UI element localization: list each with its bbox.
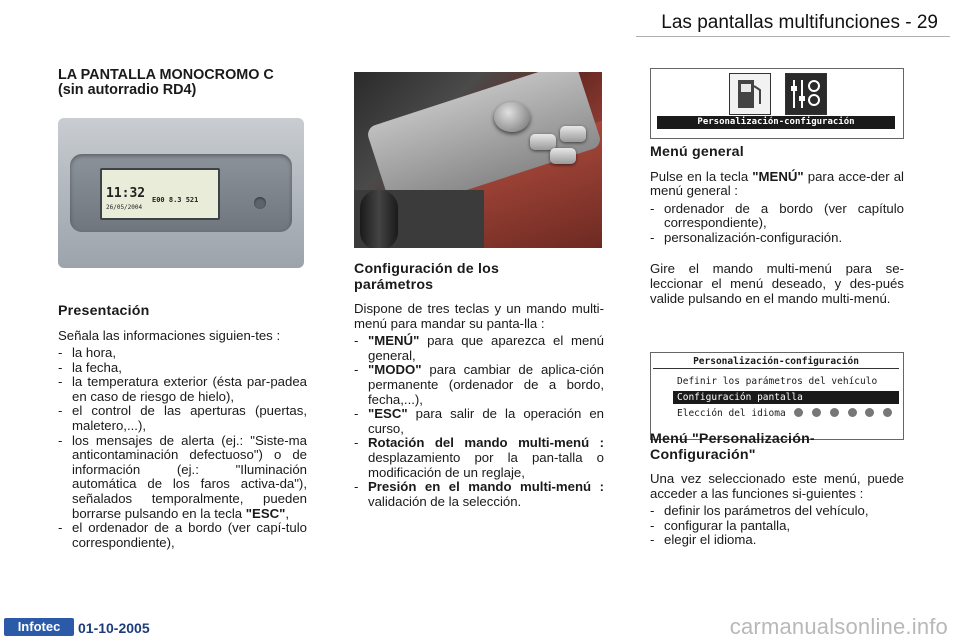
monochrome-display	[100, 168, 220, 220]
footer-date: 01-10-2005	[78, 620, 150, 636]
display-values: E00 8.3 521	[152, 196, 199, 204]
list-item: - personalización-configuración.	[650, 231, 904, 246]
flag-icon	[812, 408, 821, 417]
list-item: - la temperatura exterior (ésta par-padea en caso de riesgo de hielo),	[58, 375, 307, 404]
list-item	[354, 436, 604, 480]
flag-icon	[848, 408, 857, 417]
menu-key-label: "MENÚ"	[752, 168, 804, 184]
list-item	[58, 434, 307, 522]
presentation-title: Presentación	[58, 303, 150, 319]
flag-icon	[883, 408, 892, 417]
menu-row-vehicle-parameters: Definir los parámetros del vehículo	[677, 376, 878, 387]
esc-key-label: "ESC"	[245, 505, 286, 521]
esc-key	[550, 148, 576, 164]
sliders-glyph	[786, 74, 826, 114]
key-label: Presión en el mando multi-menú :	[368, 479, 604, 495]
general-menu-outro: Gire el mando multi-menú para se-leccionar el menú deseado, y des-pués valide pulsando en el mando multi-menú.	[650, 261, 904, 306]
personalization-title: Menú "Personalización-Configuración"	[650, 431, 815, 463]
configuration-title: Configuración de los parámetros	[354, 261, 500, 293]
mode-key	[560, 126, 586, 142]
fuel-pump-glyph	[730, 74, 770, 114]
personalization-intro: Una vez seleccionado este menú, puede acceder a las funciones si-guientes :	[650, 471, 904, 501]
console-controls-photo	[354, 72, 602, 248]
display-date: 26/05/2004	[106, 204, 143, 211]
list-item-text: los mensajes de alerta (ej.: "Siste-ma anticontaminación defectuoso") o de información (ej.: "Iluminación automática de los faros activa-da"), señalados temporalmente, pueden borrarse pulsando en la tecla	[72, 432, 307, 521]
list-item: - el ordenador de a bordo (ver capí-tulo correspondiente),	[58, 521, 307, 550]
flag-icon	[830, 408, 839, 417]
personalization-menu-screen	[650, 352, 904, 440]
heading-line1: LA PANTALLA MONOCROMO C	[58, 67, 274, 83]
settings-sliders-icon	[785, 73, 827, 115]
key-label: "ESC"	[368, 406, 408, 422]
key-description: para cambiar de aplica-ción permanente (ordenador de a bordo, fecha,...),	[368, 362, 604, 407]
configuration-intro: Dispone de tres teclas y un mando multi-menú para mandar su panta-lla :	[354, 301, 604, 331]
key-description: para que aparezca el menú general,	[368, 333, 604, 363]
list-item: - configurar la pantalla,	[650, 519, 904, 534]
key-label: Rotación del mando multi-menú :	[368, 435, 604, 451]
flag-icon	[794, 408, 803, 417]
page-title: Las pantallas multifunciones - 29	[661, 12, 938, 33]
key-description: desplazamiento por la pan-talla o modificación de un reglaje,	[368, 449, 604, 480]
list-item: - la fecha,	[58, 361, 307, 376]
list-item	[354, 334, 604, 363]
general-menu-list	[650, 202, 904, 246]
presentation-section	[58, 304, 307, 550]
list-item-suffix: ,	[285, 505, 290, 521]
key-description: para salir de la operación en curso,	[368, 406, 604, 436]
list-item: - ordenador de a bordo (ver capítulo correspondiente),	[650, 202, 904, 231]
screen-caption: Personalización-configuración	[657, 116, 895, 129]
key-label: "MODO"	[368, 362, 422, 378]
watermark: carmanualsonline.info	[729, 614, 948, 639]
personalization-list	[650, 504, 904, 548]
list-item	[354, 480, 604, 509]
configuration-section	[354, 262, 604, 509]
dashboard-display-photo	[58, 118, 304, 268]
key-description: validación de la selección.	[368, 493, 522, 509]
configuration-list	[354, 334, 604, 509]
display-knob	[254, 197, 266, 209]
infotec-logo: Infotec	[4, 618, 74, 636]
heading-line2: (sin autorradio RD4)	[58, 82, 197, 98]
multi-menu-knob	[494, 102, 530, 132]
intro-text-end: para acce-der al menú general :	[650, 168, 904, 199]
intro-text: Pulse en la tecla	[650, 168, 753, 184]
general-menu-screen	[650, 68, 904, 139]
general-menu-section	[650, 145, 904, 306]
list-item: - definir los parámetros del vehículo,	[650, 504, 904, 519]
list-item	[354, 407, 604, 436]
header-divider	[636, 36, 950, 37]
list-item: - la hora,	[58, 346, 307, 361]
general-menu-title: Menú general	[650, 144, 744, 160]
personalization-section	[650, 432, 904, 548]
screen-title: Personalización-configuración	[653, 355, 899, 369]
fuel-pump-icon	[729, 73, 771, 115]
flag-icon	[865, 408, 874, 417]
detail-inset	[354, 190, 484, 248]
menu-row-language	[677, 407, 893, 420]
list-item: - el control de las aperturas (puertas, maletero,...),	[58, 404, 307, 433]
presentation-intro: Señala las informaciones siguien-tes :	[58, 327, 281, 343]
left-column	[58, 68, 306, 98]
list-item: - elegir el idioma.	[650, 533, 904, 548]
general-menu-intro	[650, 170, 904, 199]
list-item	[354, 363, 604, 407]
key-label: "MENÚ"	[368, 333, 420, 349]
language-label: Elección del idioma	[677, 408, 786, 419]
gear-lever	[360, 190, 398, 248]
display-time: 11:32	[106, 186, 146, 201]
presentation-list	[58, 346, 307, 550]
menu-row-display-config: Configuración pantalla	[673, 391, 899, 404]
